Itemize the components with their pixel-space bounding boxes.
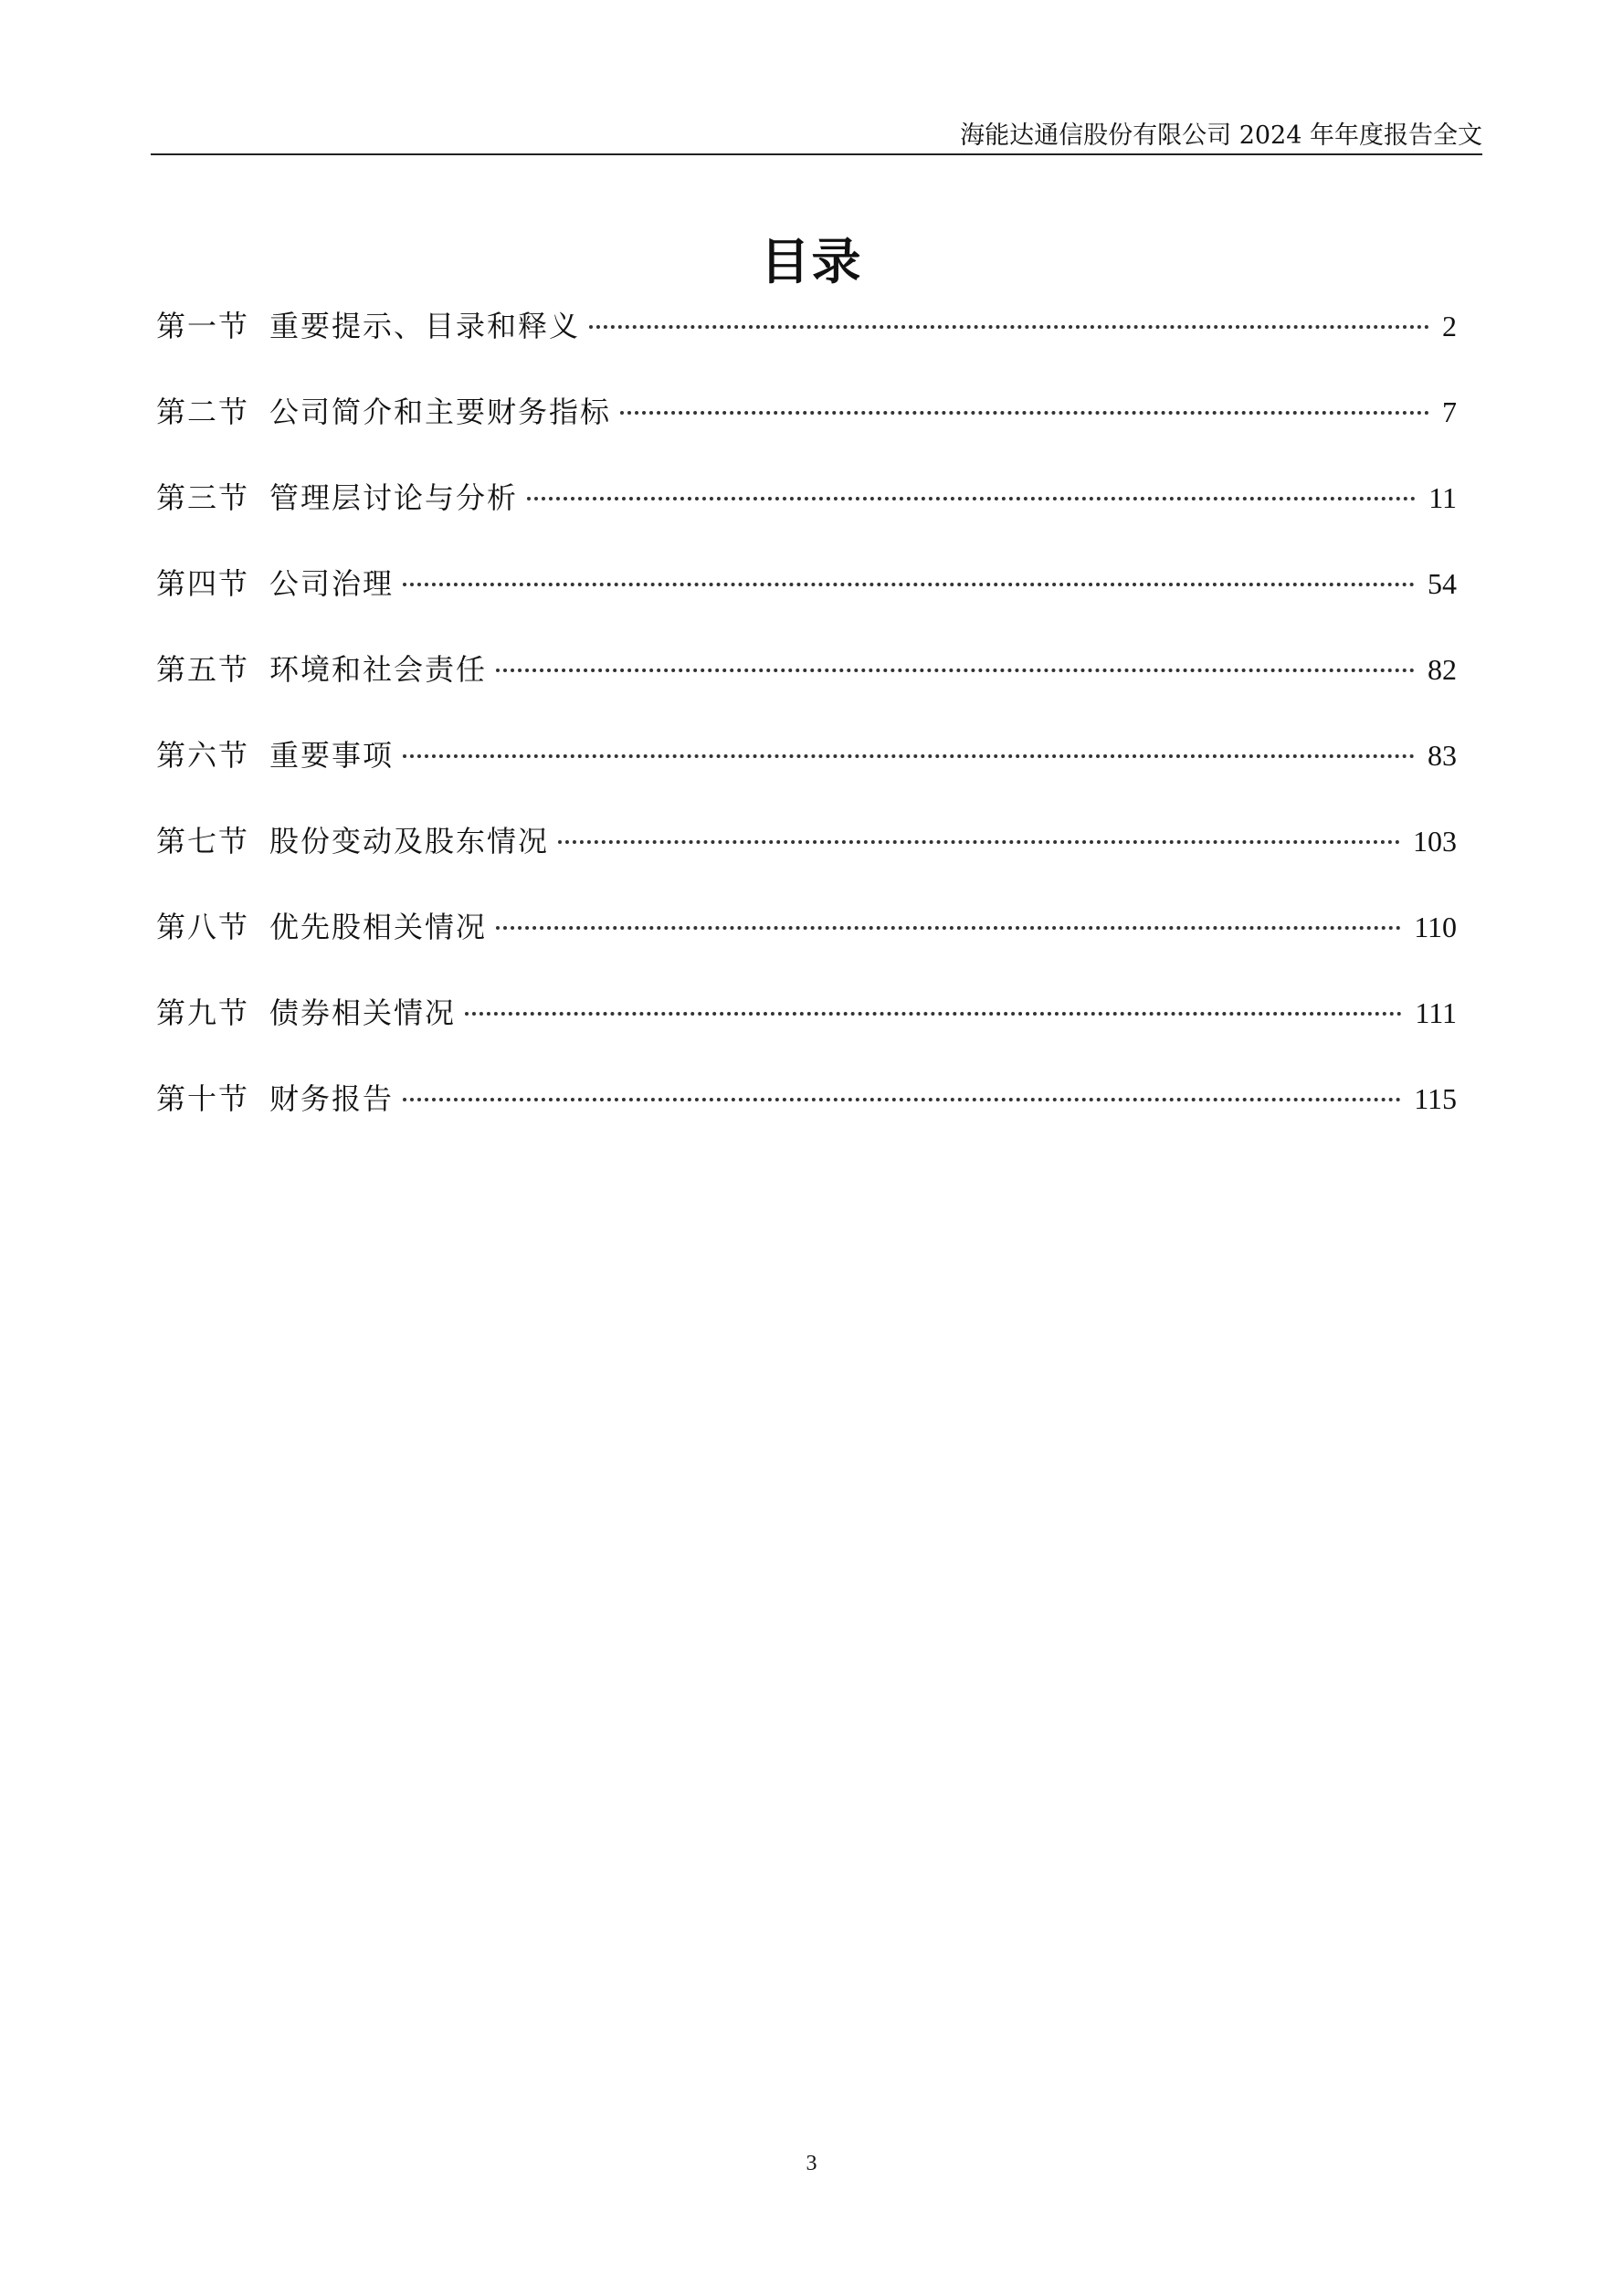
toc-page-number: 11 bbox=[1428, 481, 1457, 514]
toc-page-number: 83 bbox=[1428, 739, 1457, 772]
toc-section-title: 优先股相关情况 bbox=[269, 910, 488, 944]
toc-section-title: 公司治理 bbox=[269, 566, 395, 601]
toc-section-title: 债券相关情况 bbox=[269, 995, 457, 1030]
toc-entry[interactable] bbox=[156, 732, 1457, 818]
toc-section-title: 环境和社会责任 bbox=[269, 652, 488, 687]
toc-section-number: 第十节 bbox=[156, 1081, 250, 1116]
toc-entry[interactable] bbox=[156, 561, 1457, 647]
toc-section-number: 第二节 bbox=[156, 395, 250, 429]
toc-section-number: 第七节 bbox=[156, 824, 250, 858]
toc-leader-dots bbox=[496, 669, 1415, 672]
toc-section-number: 第九节 bbox=[156, 995, 250, 1030]
toc-entry[interactable] bbox=[156, 389, 1457, 475]
toc-section-title: 股份变动及股东情况 bbox=[269, 824, 550, 858]
toc-page-number: 115 bbox=[1414, 1082, 1457, 1115]
toc-entry[interactable] bbox=[156, 904, 1457, 990]
toc-section-number: 第一节 bbox=[156, 309, 250, 343]
toc-page-number: 7 bbox=[1442, 395, 1457, 428]
toc-entry[interactable] bbox=[156, 303, 1457, 389]
toc-section-number: 第四节 bbox=[156, 566, 250, 601]
toc-entry[interactable] bbox=[156, 818, 1457, 904]
toc-section-title: 管理层讨论与分析 bbox=[269, 480, 519, 515]
toc-section-number: 第六节 bbox=[156, 738, 250, 773]
toc-entry[interactable] bbox=[156, 647, 1457, 732]
toc-section-title: 公司简介和主要财务指标 bbox=[269, 395, 612, 429]
toc-leader-dots bbox=[403, 1098, 1401, 1101]
toc-section-title: 财务报告 bbox=[269, 1081, 395, 1116]
toc-leader-dots bbox=[589, 325, 1429, 329]
toc-leader-dots bbox=[496, 926, 1401, 930]
toc-page-number: 54 bbox=[1428, 567, 1457, 600]
toc-leader-dots bbox=[403, 754, 1415, 758]
toc-leader-dots bbox=[558, 840, 1400, 844]
toc-heading: 目录 bbox=[760, 233, 863, 290]
table-of-contents bbox=[156, 303, 1457, 1162]
toc-page-number: 111 bbox=[1415, 996, 1457, 1029]
toc-section-title: 重要提示、目录和释义 bbox=[269, 309, 581, 343]
toc-entry[interactable] bbox=[156, 990, 1457, 1076]
toc-leader-dots bbox=[465, 1012, 1402, 1016]
footer-page-number: 3 bbox=[806, 2152, 817, 2175]
toc-section-number: 第三节 bbox=[156, 480, 250, 515]
toc-page-number: 103 bbox=[1413, 825, 1457, 858]
toc-page-number: 2 bbox=[1442, 310, 1457, 342]
toc-page-number: 110 bbox=[1414, 911, 1457, 943]
toc-leader-dots bbox=[620, 411, 1429, 415]
toc-page-number: 82 bbox=[1428, 653, 1457, 686]
toc-entry[interactable] bbox=[156, 1076, 1457, 1162]
running-header bbox=[151, 108, 1482, 155]
toc-section-number: 第八节 bbox=[156, 910, 250, 944]
toc-entry[interactable] bbox=[156, 475, 1457, 561]
header-title: 海能达通信股份有限公司 2024 年年度报告全文 bbox=[960, 121, 1482, 150]
toc-section-number: 第五节 bbox=[156, 652, 250, 687]
toc-section-title: 重要事项 bbox=[269, 738, 395, 773]
toc-leader-dots bbox=[527, 497, 1416, 500]
toc-leader-dots bbox=[403, 583, 1415, 586]
